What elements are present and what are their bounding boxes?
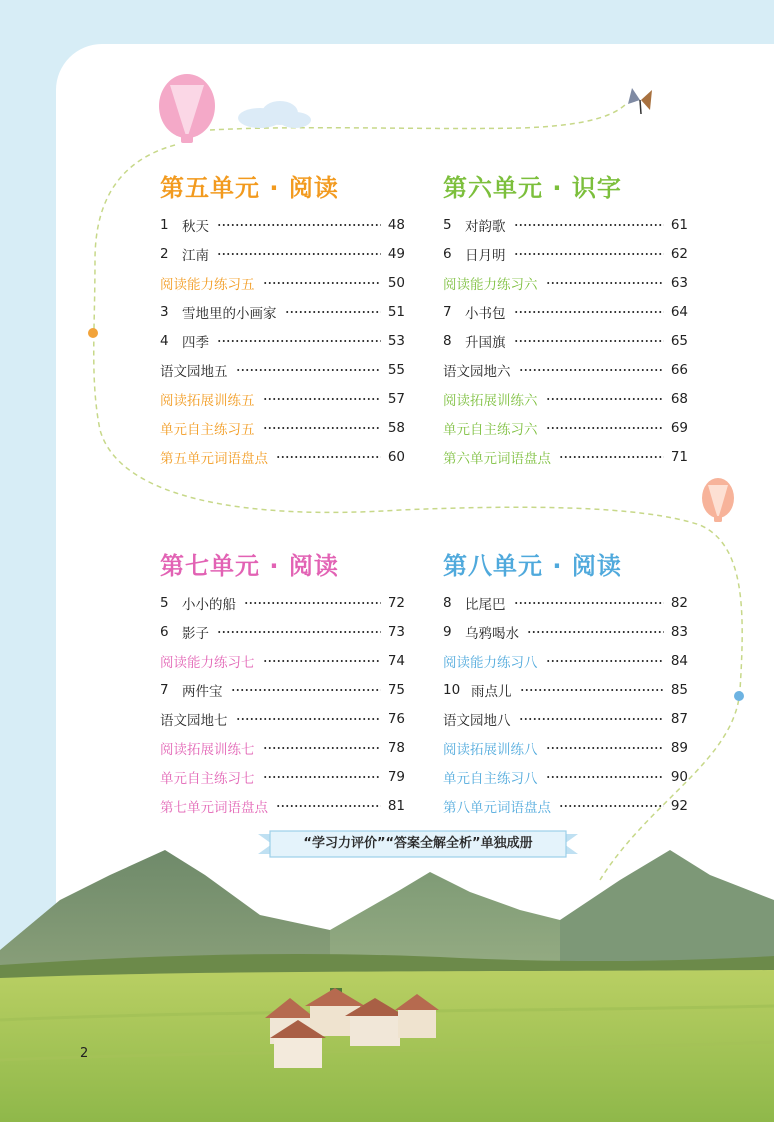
- entry-number: 5: [443, 216, 452, 233]
- entry-page-number: 84: [670, 652, 688, 669]
- entry-page-number: 50: [387, 274, 405, 291]
- entry-title: 语文园地七: [160, 712, 228, 729]
- unit-eight-section: [443, 546, 688, 820]
- dot-leader: [276, 805, 381, 807]
- dot-leader: [263, 776, 382, 778]
- entry-page-number: 83: [670, 623, 688, 640]
- entry-page-number: 78: [387, 739, 405, 756]
- toc-entry[interactable]: [160, 791, 405, 820]
- entry-page-number: 48: [387, 216, 405, 233]
- entry-page-number: 68: [670, 390, 688, 407]
- page-number: 2: [80, 1046, 89, 1061]
- entry-title: 阅读能力练习七: [160, 654, 255, 671]
- dot-leader: [263, 427, 382, 429]
- dot-leader: [217, 631, 381, 633]
- dot-leader: [285, 311, 382, 313]
- entry-page-number: 66: [670, 361, 688, 378]
- entry-page-number: 71: [670, 448, 688, 465]
- entry-title: 单元自主练习六: [443, 421, 538, 438]
- toc-entry[interactable]: [160, 326, 405, 355]
- toc-entry[interactable]: [160, 704, 405, 733]
- entry-page-number: 85: [670, 681, 688, 698]
- entry-title: 乌鸦喝水: [465, 625, 519, 642]
- entry-page-number: 63: [670, 274, 688, 291]
- dot-leader: [231, 689, 382, 691]
- entry-title: 第七单元词语盘点: [160, 799, 268, 816]
- cloud-icon: [238, 101, 311, 128]
- entry-title: 比尾巴: [465, 596, 506, 613]
- entry-page-number: 62: [670, 245, 688, 262]
- unit-six-title: 第六单元 · 识字: [443, 174, 622, 202]
- entry-page-number: 65: [670, 332, 688, 349]
- entry-title: 日月明: [465, 247, 506, 264]
- entry-number: 8: [443, 594, 452, 611]
- entry-page-number: 55: [387, 361, 405, 378]
- entry-number: 9: [443, 623, 452, 640]
- entry-number: 7: [443, 303, 452, 320]
- dot-leader: [519, 369, 665, 371]
- dot-leader: [546, 282, 665, 284]
- dot-leader: [244, 602, 381, 604]
- entry-title: 语文园地八: [443, 712, 511, 729]
- entry-page-number: 73: [387, 623, 405, 640]
- entry-page-number: 60: [387, 448, 405, 465]
- entry-title: 单元自主练习七: [160, 770, 255, 787]
- dot-leader: [236, 718, 382, 720]
- toc-entry[interactable]: [443, 442, 688, 471]
- entry-title: 四季: [182, 334, 209, 351]
- butterfly-icon: [628, 88, 652, 114]
- dot-leader: [514, 340, 665, 342]
- toc-entry[interactable]: [443, 297, 688, 326]
- ribbon-text: “学习力评价”“答案全解全析”单独成册: [303, 836, 533, 851]
- entry-page-number: 53: [387, 332, 405, 349]
- entry-page-number: 57: [387, 390, 405, 407]
- toc-entry[interactable]: [443, 617, 688, 646]
- dot-leader: [514, 602, 665, 604]
- entry-title: 小小的船: [182, 596, 236, 613]
- entry-number: 1: [160, 216, 169, 233]
- entry-page-number: 64: [670, 303, 688, 320]
- toc-entry[interactable]: [443, 733, 688, 762]
- entry-title: 江南: [182, 247, 209, 264]
- dot-leader: [519, 718, 665, 720]
- entry-number: 2: [160, 245, 169, 262]
- dot-leader: [217, 340, 381, 342]
- toc-entry[interactable]: [160, 297, 405, 326]
- unit-five-title: 第五单元 · 阅读: [160, 174, 339, 202]
- toc-entry[interactable]: [443, 413, 688, 442]
- toc-entry[interactable]: [160, 442, 405, 471]
- entry-title: 两件宝: [182, 683, 223, 700]
- entry-title: 阅读拓展训练八: [443, 741, 538, 758]
- entry-title: 第六单元词语盘点: [443, 450, 551, 467]
- dot-leader: [514, 224, 665, 226]
- hot-air-balloon-icon: [702, 478, 734, 522]
- dot-leader: [217, 224, 381, 226]
- entry-number: 7: [160, 681, 169, 698]
- entry-page-number: 81: [387, 797, 405, 814]
- hot-air-balloon-icon: [159, 74, 215, 143]
- dot-leader: [527, 631, 664, 633]
- dot-leader: [217, 253, 381, 255]
- entry-page-number: 92: [670, 797, 688, 814]
- toc-entry[interactable]: [443, 762, 688, 791]
- entry-page-number: 74: [387, 652, 405, 669]
- unit-seven-title: 第七单元 · 阅读: [160, 552, 339, 580]
- entry-page-number: 90: [670, 768, 688, 785]
- entry-title: 阅读拓展训练五: [160, 392, 255, 409]
- dot-leader: [546, 747, 665, 749]
- toc-entry[interactable]: [443, 210, 688, 239]
- entry-page-number: 49: [387, 245, 405, 262]
- entry-number: 8: [443, 332, 452, 349]
- toc-entry[interactable]: [160, 675, 405, 704]
- entry-number: 5: [160, 594, 169, 611]
- entry-title: 单元自主练习五: [160, 421, 255, 438]
- toc-entry[interactable]: [160, 384, 405, 413]
- entry-title: 阅读能力练习六: [443, 276, 538, 293]
- toc-entry[interactable]: [160, 268, 405, 297]
- entry-title: 阅读拓展训练六: [443, 392, 538, 409]
- entry-title: 单元自主练习八: [443, 770, 538, 787]
- entry-page-number: 72: [387, 594, 405, 611]
- entry-title: 阅读能力练习八: [443, 654, 538, 671]
- entry-title: 第八单元词语盘点: [443, 799, 551, 816]
- toc-entry[interactable]: [443, 704, 688, 733]
- unit-six-section: [443, 168, 688, 471]
- dot-leader: [276, 456, 381, 458]
- entry-number: 3: [160, 303, 169, 320]
- toc-entry[interactable]: [160, 762, 405, 791]
- toc-entry[interactable]: [443, 384, 688, 413]
- toc-entry[interactable]: [160, 646, 405, 675]
- dot-leader: [263, 747, 382, 749]
- dot-leader: [559, 456, 664, 458]
- dot-leader: [546, 660, 665, 662]
- toc-entry[interactable]: [443, 675, 688, 704]
- entry-title: 秋天: [182, 218, 209, 235]
- toc-entry[interactable]: [160, 239, 405, 268]
- entry-page-number: 58: [387, 419, 405, 436]
- entry-number: 4: [160, 332, 169, 349]
- toc-entry[interactable]: [443, 326, 688, 355]
- entry-page-number: 51: [387, 303, 405, 320]
- dot-leader: [559, 805, 664, 807]
- entry-title: 语文园地五: [160, 363, 228, 380]
- toc-entry[interactable]: [443, 646, 688, 675]
- entry-number: 6: [160, 623, 169, 640]
- entry-page-number: 87: [670, 710, 688, 727]
- toc-entry[interactable]: [443, 239, 688, 268]
- dot-leader: [514, 253, 665, 255]
- entry-page-number: 75: [387, 681, 405, 698]
- entry-title: 第五单元词语盘点: [160, 450, 268, 467]
- toc-entry[interactable]: [160, 733, 405, 762]
- toc-entry[interactable]: [443, 588, 688, 617]
- toc-entry[interactable]: [443, 791, 688, 820]
- entry-title: 语文园地六: [443, 363, 511, 380]
- entry-page-number: 76: [387, 710, 405, 727]
- entry-title: 小书包: [465, 305, 506, 322]
- entry-title: 雨点儿: [471, 683, 512, 700]
- entry-title: 升国旗: [465, 334, 506, 351]
- entry-page-number: 61: [670, 216, 688, 233]
- entry-page-number: 79: [387, 768, 405, 785]
- dot-leader: [263, 282, 382, 284]
- toc-entry[interactable]: [443, 355, 688, 384]
- toc-entry[interactable]: [443, 268, 688, 297]
- unit-eight-title: 第八单元 · 阅读: [443, 552, 622, 580]
- toc-entry[interactable]: [160, 617, 405, 646]
- toc-entry[interactable]: [160, 355, 405, 384]
- dot-leader: [546, 398, 665, 400]
- dot-leader: [236, 369, 382, 371]
- entry-title: 阅读拓展训练七: [160, 741, 255, 758]
- dot-leader: [520, 689, 665, 691]
- toc-entry[interactable]: [160, 588, 405, 617]
- dot-leader: [546, 776, 665, 778]
- entry-title: 阅读能力练习五: [160, 276, 255, 293]
- dot-leader: [263, 660, 382, 662]
- toc-entry[interactable]: [160, 210, 405, 239]
- entry-title: 对韵歌: [465, 218, 506, 235]
- entry-page-number: 89: [670, 739, 688, 756]
- entry-number: 10: [443, 681, 461, 698]
- dot-leader: [263, 398, 382, 400]
- unit-seven-section: [160, 546, 405, 820]
- dot-leader: [514, 311, 665, 313]
- toc-entry[interactable]: [160, 413, 405, 442]
- entry-title: 雪地里的小画家: [182, 305, 277, 322]
- entry-number: 6: [443, 245, 452, 262]
- entry-page-number: 69: [670, 419, 688, 436]
- entry-title: 影子: [182, 625, 209, 642]
- entry-page-number: 82: [670, 594, 688, 611]
- unit-five-section: [160, 168, 405, 471]
- dot-leader: [546, 427, 665, 429]
